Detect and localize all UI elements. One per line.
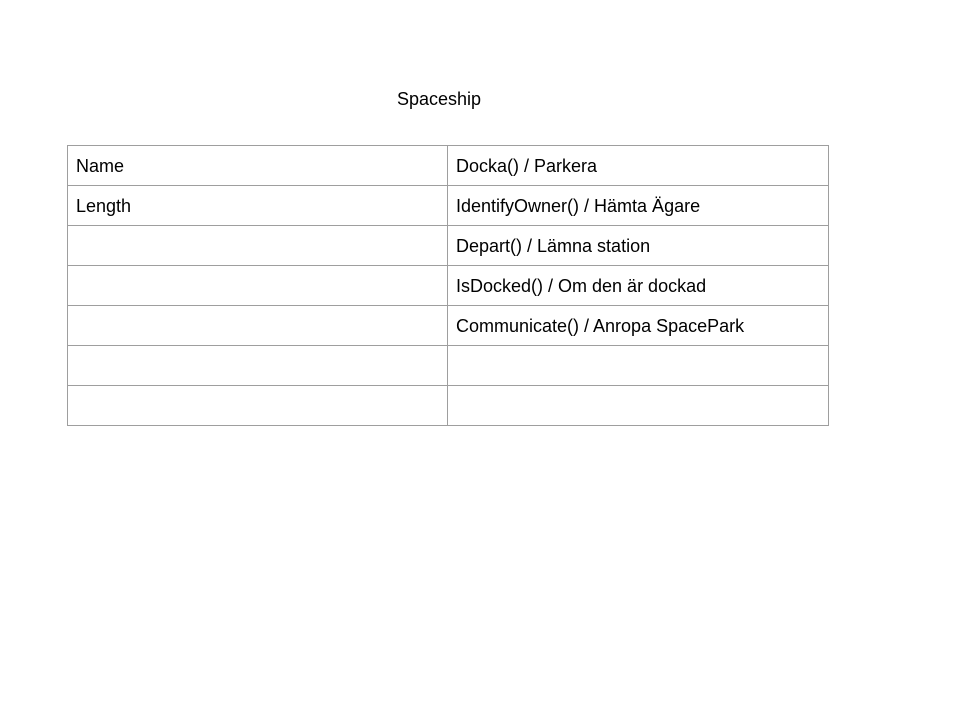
table-row xyxy=(68,306,829,346)
class-table xyxy=(67,145,829,426)
method-cell: Depart() / Lämna station xyxy=(448,226,829,266)
method-cell xyxy=(448,346,829,386)
attribute-cell: Name xyxy=(68,146,448,186)
attribute-cell xyxy=(68,346,448,386)
attribute-cell xyxy=(68,226,448,266)
table-row xyxy=(68,186,829,226)
table-row xyxy=(68,226,829,266)
method-cell: Docka() / Parkera xyxy=(448,146,829,186)
method-cell: Communicate() / Anropa SpacePark xyxy=(448,306,829,346)
page-title: Spaceship xyxy=(397,89,482,109)
method-cell xyxy=(448,386,829,426)
table-row xyxy=(68,386,829,426)
table-row xyxy=(68,146,829,186)
attribute-cell xyxy=(68,306,448,346)
method-cell: IsDocked() / Om den är dockad xyxy=(448,266,829,306)
table-row xyxy=(68,346,829,386)
attribute-cell: Length xyxy=(68,186,448,226)
attribute-cell xyxy=(68,386,448,426)
table-row xyxy=(68,266,829,306)
method-cell: IdentifyOwner() / Hämta Ägare xyxy=(448,186,829,226)
attribute-cell xyxy=(68,266,448,306)
